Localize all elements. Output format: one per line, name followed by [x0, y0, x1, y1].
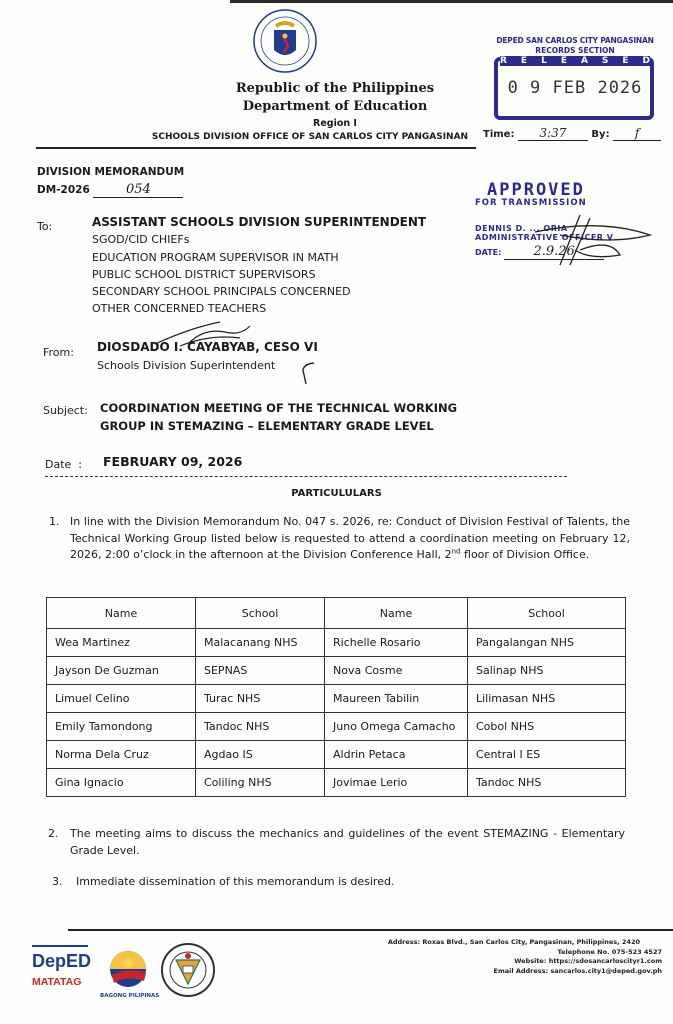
subject-text: COORDINATION MEETING OF THE TECHNICAL WORKING GROUP IN STEMAZING – ELEMENTARY GRADE LEVEL	[100, 401, 458, 433]
recipient: PUBLIC SCHOOL DISTRICT SUPERVISORS	[92, 267, 316, 281]
memo-number	[37, 182, 183, 198]
recipient: SECONDARY SCHOOL PRINCIPALS CONCERNED	[92, 285, 351, 299]
to-label: To:	[37, 220, 53, 233]
table-row	[47, 713, 626, 741]
recipient: OTHER CONCERNED TEACHERS	[92, 302, 267, 316]
sdo-seal-logo	[160, 942, 216, 998]
header-divider	[36, 147, 476, 149]
table-row	[47, 629, 626, 657]
paragraph-2: The meeting aims to discuss the mechanics and guidelines of the event STEMAZING - Elementary Grade Level.	[70, 827, 625, 857]
by-label: By:	[591, 129, 610, 140]
header-name-2: Name	[325, 598, 468, 629]
footer-address: Address: Roxas Blvd., San Carlos City, Pangasinan, Philippines, 2420	[387, 938, 640, 946]
cell-school: Central I ES	[468, 741, 626, 769]
scan-edge	[230, 0, 673, 3]
cell-school: Agdao IS	[196, 741, 325, 769]
date-value: FEBRUARY 09, 2026	[103, 454, 243, 469]
cell-name: Juno Omega Camacho	[325, 713, 468, 741]
deped-wordmark: DepED	[32, 951, 92, 971]
date-label: Date :	[45, 458, 82, 471]
deped-matatag-logo	[32, 945, 92, 995]
cell-school: Cobol NHS	[468, 713, 626, 741]
paragraph-1-number: 1.	[49, 515, 60, 528]
cell-name: Richelle Rosario	[325, 629, 468, 657]
deped-seal-logo	[252, 6, 318, 76]
bagong-pilipinas-emblem	[100, 945, 156, 989]
approved-position: ADMINISTRATIVE OFFICER V	[475, 233, 614, 242]
from-position: Schools Division Superintendent	[97, 359, 276, 372]
approved-title: APPROVED	[487, 180, 585, 200]
recipient: EDUCATION PROGRAM SUPERVISOR IN MATH	[92, 250, 339, 264]
paragraph-1-text: In line with the Division Memorandum No. 047 s. 2026, re: Conduct of Division Festival of Talents, the Technical Working Group listed below is requested to attend a coordination meeting on February 12, 2026, 2:00 o’clock in the afternoon at the Division Conference Hall, 2	[70, 515, 630, 561]
ordinal-suffix: nd	[451, 547, 461, 556]
cell-school: Pangalangan NHS	[468, 629, 626, 657]
cell-name: Limuel Celino	[47, 685, 196, 713]
footer-telephone: Telephone No. 075-523 4527	[557, 947, 662, 956]
recipient: ASSISTANT SCHOOLS DIVISION SUPERINTENDENT	[92, 215, 427, 229]
approved-date-value: 2.9.26	[504, 244, 604, 260]
cell-name: Gina Ignacio	[47, 769, 196, 797]
cell-school: Coliling NHS	[196, 769, 325, 797]
cell-school: Malacanang NHS	[196, 629, 325, 657]
memo-number-prefix: DM-2026	[37, 184, 90, 196]
approved-stamp	[475, 180, 655, 260]
recipient: SGOD/CID CHIEFs	[92, 233, 190, 247]
paragraph-3-number: 3.	[52, 875, 63, 888]
cell-name: Maureen Tabilin	[325, 685, 468, 713]
cell-name: Aldrin Petaca	[325, 741, 468, 769]
paragraph-3: Immediate dissemination of this memorandum is desired.	[76, 875, 395, 888]
header-region: Region I	[313, 118, 357, 129]
twg-table	[46, 597, 626, 797]
table-row	[47, 685, 626, 713]
time-label: Time:	[483, 129, 515, 140]
table-row	[47, 741, 626, 769]
paragraph-1-text-end: floor of Division Office.	[460, 548, 590, 561]
by-value: f	[613, 126, 661, 141]
memo-title: DIVISION MEMORANDUM	[37, 166, 185, 178]
particulars-heading: PARTICULULARS	[291, 488, 382, 499]
cell-name: Norma Dela Cruz	[47, 741, 196, 769]
released-stamp-word: RELEASED	[500, 56, 665, 66]
bagong-pilipinas-logo	[100, 945, 160, 1001]
approved-date-row	[475, 244, 655, 260]
approved-subtitle: FOR TRANSMISSION	[475, 198, 587, 208]
released-stamp-section: RECORDS SECTION	[535, 46, 615, 55]
subject-label: Subject:	[43, 404, 88, 417]
cell-school: Turac NHS	[196, 685, 325, 713]
header-school-2: School	[468, 598, 626, 629]
paragraph-2-number: 2.	[48, 827, 59, 840]
table-row	[47, 769, 626, 797]
cell-school: SEPNAS	[196, 657, 325, 685]
header-department: Department of Education	[242, 99, 428, 114]
dashed-divider	[45, 476, 567, 477]
approved-name: DENNIS D. ... ORIA	[475, 224, 568, 233]
cell-name: Jovimae Lerio	[325, 769, 468, 797]
from-name: DIOSDADO I. CAYABYAB, CESO VI	[97, 340, 318, 354]
header-name-1: Name	[47, 598, 196, 629]
footer-website: Website: https://sdosancarloscityr1.com	[514, 957, 662, 965]
cell-school: Tandoc NHS	[468, 769, 626, 797]
bagong-pilipinas-text: BAGONG PILIPINAS	[100, 993, 160, 999]
header-office: SCHOOLS DIVISION OFFICE OF SAN CARLOS CITY PANGASINAN	[151, 132, 469, 142]
cell-name: Nova Cosme	[325, 657, 468, 685]
footer-email: Email Address: sancarlos.city1@deped.gov.ph	[493, 966, 662, 975]
footer-divider	[68, 929, 673, 931]
from-label: From:	[43, 346, 74, 359]
released-stamp-date: 0 9 FEB 2026	[507, 78, 643, 98]
approved-date-label: DATE:	[475, 248, 502, 257]
cell-name: Emily Tamondong	[47, 713, 196, 741]
initial-mark	[298, 360, 318, 386]
memo-number-value: 054	[93, 182, 183, 198]
cell-name: Jayson De Guzman	[47, 657, 196, 685]
matatag-wordmark: MATATAG	[32, 976, 82, 988]
released-stamp-time-row	[483, 126, 661, 141]
cell-school: Tandoc NHS	[196, 713, 325, 741]
table-row	[47, 657, 626, 685]
cell-school: Lilimasan NHS	[468, 685, 626, 713]
cell-school: Salinap NHS	[468, 657, 626, 685]
cell-name: Wea Martinez	[47, 629, 196, 657]
released-stamp-agency: DEPED SAN CARLOS CITY PANGASINAN	[496, 36, 654, 45]
time-value: 3:37	[518, 126, 588, 141]
table-header-row	[47, 598, 626, 629]
recipients-list	[92, 214, 426, 318]
footer-contact	[300, 938, 662, 976]
paragraph-1	[70, 514, 630, 564]
header-republic: Republic of the Philippines	[235, 81, 435, 96]
header-school-1: School	[196, 598, 325, 629]
